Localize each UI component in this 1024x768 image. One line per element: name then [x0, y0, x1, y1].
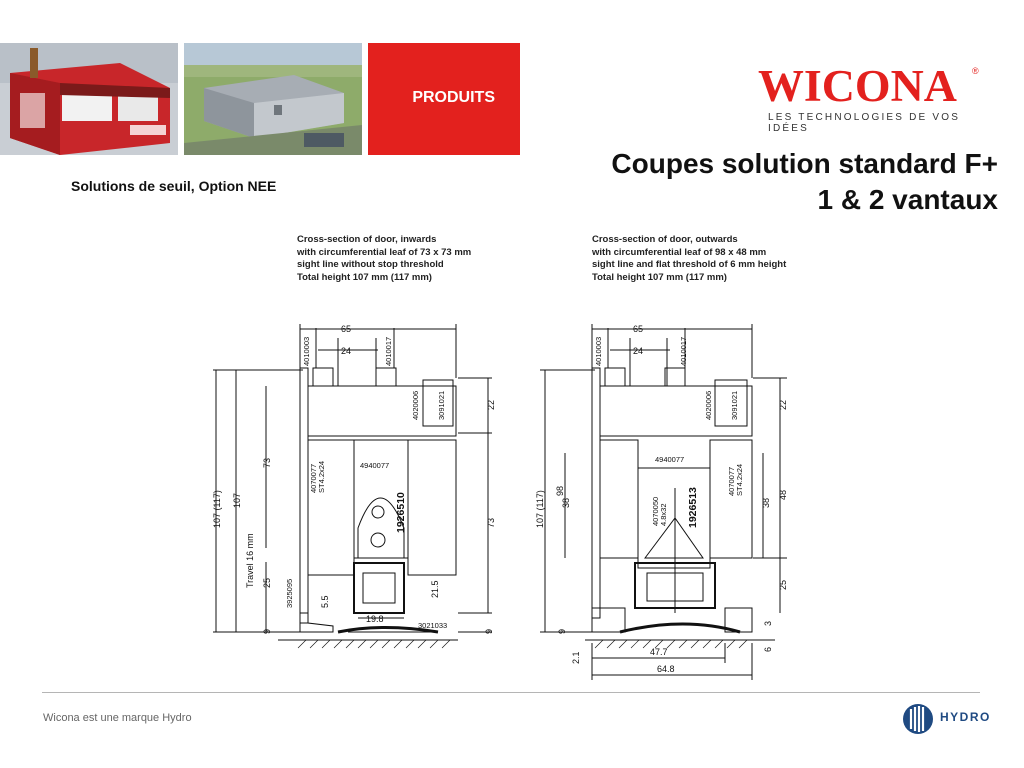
ref-profile-rr: 3091021	[730, 390, 739, 420]
wicona-wordmark: WICONA	[758, 61, 957, 111]
dim-total: 107 (117)	[212, 490, 222, 528]
dim-bottom-left: 9	[557, 628, 567, 634]
slide-subtitle: Solutions de seuil, Option NEE	[71, 178, 277, 194]
section-drawing-inwards	[208, 228, 498, 660]
caption-line: Cross-section of door, outwards	[592, 234, 738, 245]
cross-section-outwards	[535, 228, 825, 688]
dim-width: 65	[341, 324, 352, 334]
caption-inwards	[297, 234, 471, 284]
ref-gasket: 4940077	[655, 455, 685, 464]
caption-line: sight line and flat threshold of 6 mm height	[592, 259, 787, 270]
footer-divider	[42, 692, 980, 693]
dim-inner: 24	[633, 346, 644, 356]
hydro-ship-icon	[902, 703, 936, 735]
ref-part-r: 4070077	[727, 466, 736, 496]
factory-aerial-photo	[184, 43, 362, 155]
dim-threshold: 2.1	[571, 651, 581, 664]
slide-title	[611, 146, 998, 218]
slide-title-line2: 1 & 2 vantaux	[817, 184, 998, 215]
wicona-tagline: LES TECHNOLOGIES DE VOS IDÉES	[768, 112, 961, 134]
caption-line: with circumferential leaf of 98 x 48 mm	[592, 246, 767, 258]
dim-total2: 98	[555, 485, 565, 496]
section-drawing-outwards	[535, 228, 825, 688]
ref-main-profile: 1926513	[687, 487, 699, 528]
exhibition-booth-photo	[0, 43, 178, 155]
produits-banner	[368, 43, 520, 155]
dim-left-a: 38	[761, 497, 771, 508]
dim-small-r1: 3	[763, 620, 773, 626]
dim-top-right: 22	[486, 399, 496, 410]
dim-inner: 24	[341, 346, 352, 356]
dim-travel: Travel 16 mm	[245, 533, 255, 588]
produits-label: PRODUITS	[412, 89, 495, 106]
ref-part-r2: ST4.2x24	[735, 463, 744, 496]
dim-bottom-left: 25	[262, 577, 272, 588]
cross-section-inwards	[208, 228, 498, 660]
footer-text: Wicona est une marque Hydro	[43, 712, 192, 724]
ref-screw: 4070050	[651, 496, 660, 526]
dim-left-b: 38	[561, 497, 571, 508]
dim-total2: 107	[232, 492, 242, 508]
dim-bottom-9a: 9	[262, 628, 272, 634]
dim-top-right: 22	[778, 399, 788, 410]
ref-bottom-code: 3021033	[418, 621, 448, 630]
ref-part-l2: ST4.2x24	[317, 460, 326, 493]
ref-part-l: 4070077	[309, 463, 318, 493]
ref-screw2: 4.8x32	[659, 503, 668, 526]
dim-bottom-width: 19.8	[366, 614, 384, 624]
caption-line: sight line without stop threshold	[297, 259, 444, 270]
dim-bottom-9b: 9	[484, 628, 494, 634]
registered-mark: ®	[972, 66, 979, 76]
ref-profile-tl: 4010003	[594, 336, 603, 366]
dim-width: 65	[633, 324, 644, 334]
slide-title-line1: Coupes solution standard F+	[611, 148, 998, 179]
ref-gasket: 4940077	[360, 461, 390, 470]
hydro-logo	[902, 703, 991, 735]
dim-bottom-right: 25	[778, 579, 788, 590]
ref-profile-tl: 4010003	[302, 336, 311, 366]
ref-left-code: 3925095	[285, 578, 294, 608]
ref-profile-r: 4020006	[411, 390, 420, 420]
dim-w-outer: 64.8	[657, 664, 675, 674]
ref-main-profile: 1926510	[395, 492, 407, 533]
wicona-logo	[758, 61, 982, 134]
dim-right-height: 48	[778, 489, 788, 500]
dim-small-r2: 6	[763, 646, 773, 652]
dim-small-left: 5.5	[320, 595, 330, 608]
ref-profile-rr: 3091021	[437, 390, 446, 420]
caption-line: with circumferential leaf of 73 x 73 mm	[297, 246, 472, 258]
dim-right-height: 73	[486, 517, 496, 528]
caption-outwards	[592, 234, 786, 284]
ref-profile-tr: 4010017	[679, 336, 688, 366]
caption-line: Total height 107 mm (117 mm)	[592, 271, 727, 283]
dim-w-inner: 47.7	[650, 647, 668, 657]
dim-total: 107 (117)	[535, 490, 545, 528]
ref-profile-tr: 4010017	[384, 336, 393, 366]
hydro-wordmark: HYDRO	[940, 710, 991, 724]
dim-small-right: 21.5	[430, 580, 440, 598]
caption-line: Cross-section of door, inwards	[297, 234, 437, 245]
caption-line: Total height 107 mm (117 mm)	[297, 271, 432, 283]
dim-left-height: 73	[262, 457, 272, 468]
ref-profile-r: 4020006	[704, 390, 713, 420]
